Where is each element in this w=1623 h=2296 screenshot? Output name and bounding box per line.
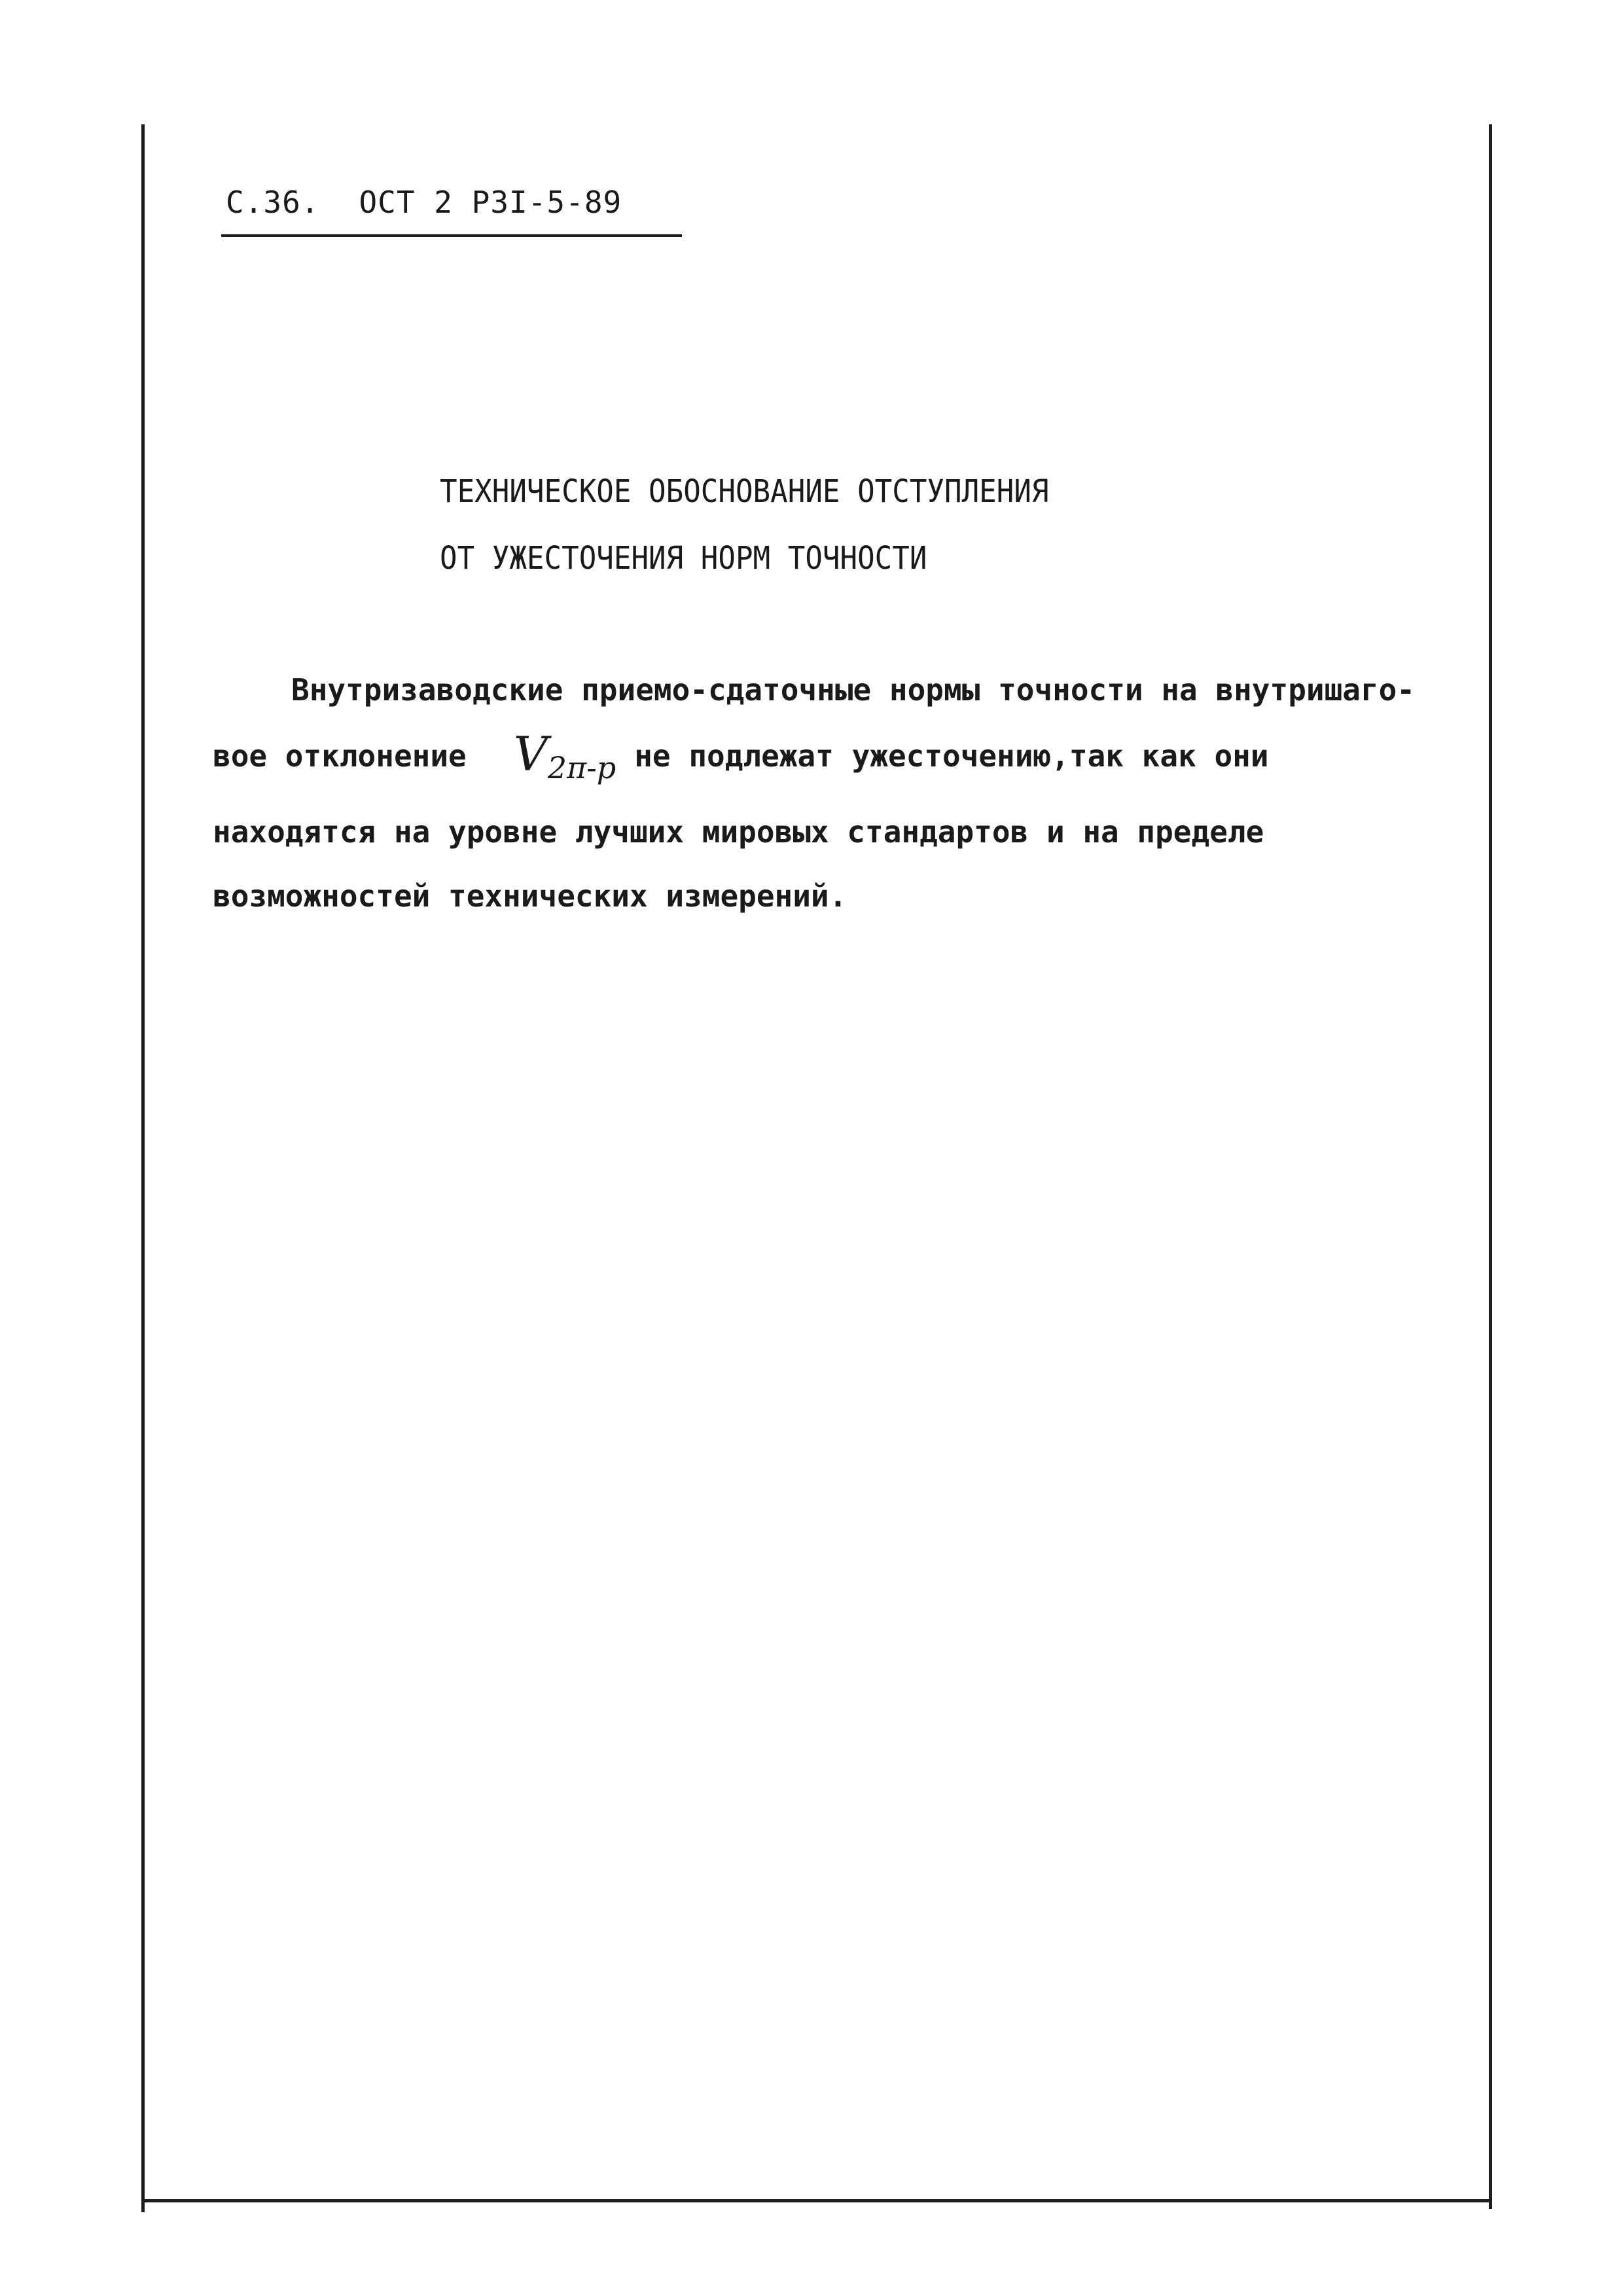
title-line-2: ОТ УЖЕСТОЧЕНИЯ НОРМ ТОЧНОСТИ — [440, 540, 927, 577]
header-underline — [221, 234, 682, 237]
page-number: С.36. — [226, 185, 320, 220]
handwritten-symbol — [514, 722, 616, 800]
frame-bottom-border — [141, 2199, 1492, 2202]
body-line-2-start: вое отклонение — [213, 738, 467, 774]
frame-left-border — [141, 124, 145, 2212]
body-line-2 — [213, 722, 1482, 800]
body-line-2-end: не подлежат ужесточению,так как они — [634, 738, 1269, 774]
document-code: ОСТ 2 РЗI-5-89 — [359, 185, 622, 220]
title-line-1: ТЕХНИЧЕСКОЕ ОБОСНОВАНИЕ ОТСТУПЛЕНИЯ — [440, 473, 1049, 510]
body-paragraph — [213, 658, 1482, 928]
body-line-1: Внутризаводские приемо-сдаточные нормы точности на внутришаго- — [291, 672, 1416, 708]
body-line-4: возможностей технических измерений. — [213, 878, 847, 914]
symbol-subscript: 2π-p — [547, 750, 616, 785]
symbol-main: V — [513, 726, 548, 781]
page-header — [226, 185, 622, 220]
frame-right-border — [1489, 124, 1492, 2209]
body-line-3: находятся на уровне лучших мировых стандартов и на пределе — [213, 814, 1264, 850]
section-title — [440, 458, 1049, 592]
